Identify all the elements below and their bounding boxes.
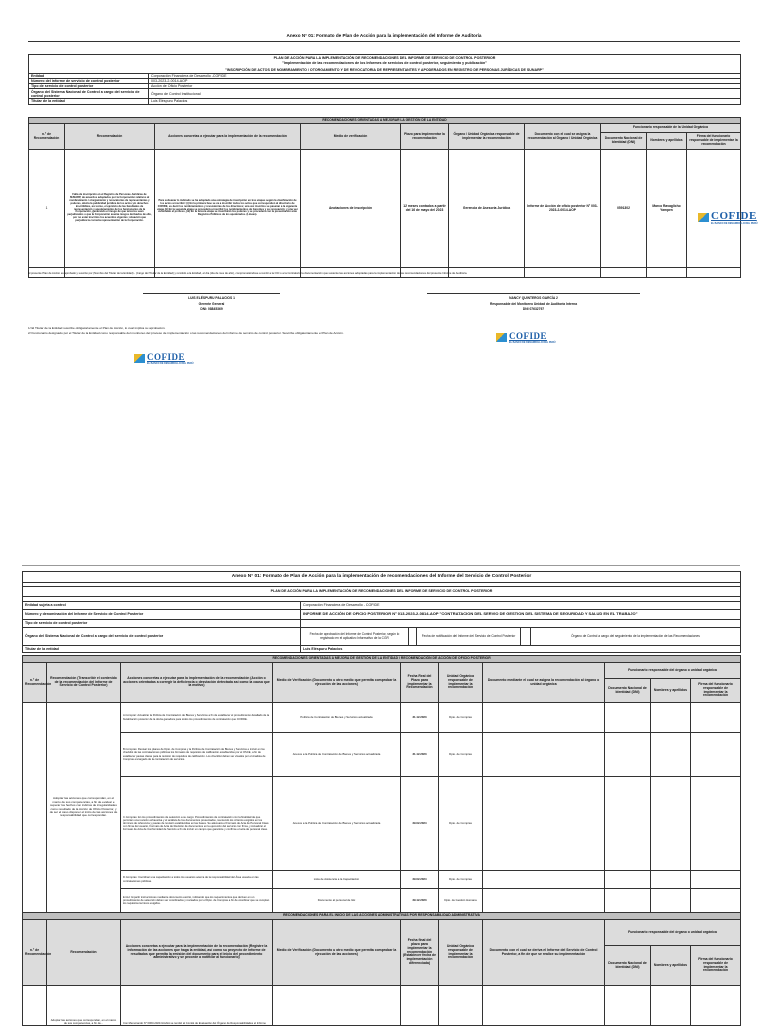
cofide-logo-word: COFIDE bbox=[711, 210, 757, 222]
empty-cell bbox=[651, 889, 691, 913]
col-sign: Firma del funcionario responsable de implementar la recomendación bbox=[687, 133, 741, 150]
col-num: n.° de Recomendación bbox=[29, 124, 65, 150]
sheet2-title: Anexo N° 01: Formato de Plan de Acción para la implementación de recomendaciones del Informe del Servicio de Control Posterior bbox=[23, 572, 741, 583]
signature-right-dni: DNI 07632797 bbox=[522, 307, 545, 312]
col-recommendation: Recomendación (Transcribir el contenido de la recomendación del informe de Servicio de Control Posterior) bbox=[47, 663, 121, 703]
annex-sheet-2 bbox=[0, 568, 768, 1024]
cofide-logo bbox=[134, 352, 194, 365]
col-means: Medio de verificación bbox=[301, 124, 401, 150]
signature-right-role: Responsable del Monitoreo Unidad de Auditoría Interna bbox=[489, 301, 578, 306]
row-action: C.Compras: En los procedimientos de selección a su cargo: Procedimientos de contratación con la finalidad de que permitan una revisión exhaustiva y el análisis de los documentos presentados, reuniendo los criterios exigidos en los términos de referencia y pautas de revisión establecidas en las bases. Se adecuará el Formato de Acta de Personal Clave con firma del usuario, Formato de Acta de Revisión de documentos en la ejecución del servicio con firma, y Actualizar el Formato de Acta de Conformidad de Servicio a fin de incluir un campo que garantice y confirme el acta de personal clave. bbox=[121, 777, 273, 871]
cofide-logo bbox=[698, 210, 758, 225]
row-means: Anexos a la Política de Contratación de Bienes y Servicios actualizada bbox=[273, 733, 401, 777]
info-label: Titular de la entidad bbox=[23, 646, 301, 653]
signature-line-right bbox=[427, 293, 640, 294]
empty-cell bbox=[605, 777, 651, 871]
col-official-group: Funcionario responsable del órgano o unidad orgánica bbox=[605, 663, 741, 679]
col-num: n.° de Recomendación bbox=[23, 920, 47, 986]
empty-cell bbox=[483, 986, 605, 1026]
empty-cell bbox=[691, 777, 741, 871]
sheet2-recommendations-table bbox=[22, 655, 741, 1026]
sheet1-header-table bbox=[28, 54, 741, 105]
info-value: Luis Eléspuru Palacios bbox=[149, 99, 741, 104]
empty-cell bbox=[691, 733, 741, 777]
row-means: Anexos a la Política de Contratación de Bienes y Servicios actualizada bbox=[273, 777, 401, 871]
info-label: Número del informe de servicio de control posterior bbox=[29, 79, 149, 84]
empty-cell bbox=[691, 871, 741, 889]
cofide-logo-word: COFIDE bbox=[509, 331, 548, 341]
cofide-logo-mark bbox=[496, 333, 507, 342]
row-date: 29.02.2024 bbox=[401, 871, 439, 889]
sheet1-title: Anexo N° 01: Formato de Plan de Acción para la implementación del Informe de Auditoría bbox=[286, 33, 482, 38]
cofide-logo-word: COFIDE bbox=[147, 352, 186, 362]
col-official-group: Funcionario responsable del órgano o unidad orgánica bbox=[605, 920, 741, 946]
cofide-logo-tagline: EL BANCO DE DESARROLLO DEL PERÚ bbox=[509, 341, 556, 344]
row-recommendation: Adoptar las acciones que correspondan, en el marco de sus competencias, a fin de evaluar e superar los hechos con indicios de irregularidades como resultado de la Acción de Oficio Posterior, y de ser el caso disponer el inicio de las acciones de responsabilidad que correspondan. bbox=[47, 703, 121, 913]
row-unit: Dpto. de Compras bbox=[439, 703, 483, 733]
info-value: Corporación Financiera de Desarrollo - COFIDE bbox=[301, 602, 741, 610]
info-label: Número y denominación del Informe de Servicio de Control Posterior bbox=[23, 610, 301, 620]
row-unit: Dpto. de Compras bbox=[439, 777, 483, 871]
empty-cell bbox=[605, 703, 651, 733]
col-date: Fecha Real del Plazo para implementar la Recomendación bbox=[401, 663, 439, 703]
section-header: RECOMENDACIONES ORIENTADAS A MEJORA DE GESTIÓN DE LA ENTIDAD / RECOMENDACIÓN DE ACCIÓN DE OFICIO POSTERIOR bbox=[23, 656, 741, 663]
col-term: Plazo para implementar la recomendación bbox=[401, 124, 449, 150]
info-label: Tipo de servicio de control posterior bbox=[29, 84, 149, 89]
col-unit: Órgano / Unidad Orgánica responsable de implementar la recomendación bbox=[449, 124, 525, 150]
cofide-logo-tagline: EL BANCO DE DESARROLLO DEL PERÚ bbox=[147, 362, 194, 365]
col-actions: Acciones concretas a ejecutar para la implementación de la recomendación (Acción o acciones orientadas a corregir la deficiencia o desviación detectada así como la causa que la motivo) bbox=[121, 663, 273, 703]
empty-cell bbox=[651, 871, 691, 889]
signature-left-name: LUIS ELÉSPURU PALACIOS 1 bbox=[188, 296, 235, 300]
empty-cell bbox=[651, 733, 691, 777]
row-action: A.Comprar: Actualizar la Política de Contratación de Bienes y Servicios a fin de establecer el procedimiento detallado de la fiscalización posterior de la oferta ganadora para todos los procedimientos de contratación que COFIDE. bbox=[121, 703, 273, 733]
row-means: Política de Contratación de Bienes y Servicios actualizada bbox=[273, 703, 401, 733]
col-means: Medio de Verificación (Documento u otro medio que permita comprobar la ejecución de las acciones) bbox=[273, 663, 401, 703]
empty-cell bbox=[483, 777, 605, 871]
sheet2-header-table bbox=[22, 571, 741, 653]
empty-cell bbox=[605, 986, 651, 1026]
info-extra-control-organ: Órgano de Control a cargo del seguimiento de la implementación de las Recomendaciones bbox=[531, 628, 741, 646]
col-dni: Documento Nacional de Identidad (DNI) bbox=[605, 679, 651, 703]
plan-title: PLAN DE ACCIÓN PARA LA IMPLEMENTACIÓN DE RECOMENDACIONES DEL INFORME DE SERVICIO DE CONTROL POSTERIOR bbox=[29, 55, 741, 61]
row-action: B.Compras: Revisar los planes de Dpto. de Compras y la Política de Contratación de Bienes y Servicios e incluir en los checklist de las contrataciones públicas los formatos de requisitos de calificación establecidos por el OSCE, a fin de establecer pautas claras para la revisión de requisitos de calificación. Los checklist deben ser visados por el Analista de Compras encargado de la contratación de servicios. bbox=[121, 733, 273, 777]
spacer-cell bbox=[521, 628, 531, 646]
cofide-logo-tagline: EL BANCO DE DESARROLLO DEL PERÚ bbox=[711, 221, 758, 225]
col-actions: Acciones concretas a ejecutar para la implementación de la recomendación (Registre la información de las acciones que haga la entidad, así como su proyecto de informe de resultados que permita la emisión del documento para el inicio del procedimiento administrativo y se procede a notificar al funcionario) bbox=[121, 920, 273, 986]
info-extra-notification-date: Fecha de notificación del Informe del Servicio de Control Posterior bbox=[417, 628, 521, 646]
row-recommendation: Falta de inscripción en el Registro de Personas Jurídicas de SUNARP, de acuerdos adoptados por la Corporación relativos al nombramiento / otorgamiento y revocatorias de representantes y poderes, afecta la publicidad jurídica de los actos y/o derechos inscribibles, así como, el ejercicio de las facultades de representación y apoderamiento de los funcionarios de la Corporación, generando el riesgo de que terceros sean perjudicados o que la Corporación asuma riesgos derivados de ello, por no estar inscritos los acuerdos vigentes; situación que perjudica la correcta representación de la Corporación. bbox=[65, 150, 155, 268]
note-2: 2/ Funcionario designado por el Titular de la Entidad como responsable del monitoreo del proceso de implementación o las recomendaciones del informe de servicio de control posterior. Suscribe obligatoriamente el Plan de Acción. bbox=[28, 331, 344, 336]
signature-left-dni: DNI: 08845369 bbox=[200, 307, 223, 312]
col-names: Nombres y apellidos bbox=[651, 679, 691, 703]
info-value: Luis Eléspuru Palacios bbox=[301, 646, 741, 653]
info-label: Órgano del Sistema Nacional de Control a cargo del servicio de control posterior bbox=[29, 89, 149, 99]
info-value: Corporación Financiera de Desarrollo -COFIDE bbox=[149, 74, 741, 79]
row-unit: Gerencia de Asesoría Jurídica bbox=[449, 150, 525, 268]
col-actions: Acciones concretas a ejecutar para la implementación de la recomendación bbox=[155, 124, 301, 150]
row-unit: Dpto. de Compras bbox=[439, 733, 483, 777]
notes bbox=[28, 326, 740, 337]
signature-left-role: Gerente General bbox=[198, 301, 225, 306]
col-date: Fecha final del plazo para implementar la recomendación (Establecer fecha de implementación diferenciada) bbox=[401, 920, 439, 986]
plan-title: PLAN DE ACCIÓN PARA LA IMPLEMENTACIÓN DE RECOMENDACIONES DEL INFORME DE SERVICIO DE CONTROL POSTERIOR bbox=[23, 587, 741, 597]
col-dni: Documento Nacional de Identidad (DNI) bbox=[601, 133, 647, 150]
col-doc: Documento con el cual se asigna la recomendación al Órgano / Unidad Orgánica bbox=[525, 124, 601, 150]
col-sign: Firma del funcionario responsable de implementar la recomendación bbox=[691, 946, 741, 986]
sheet-divider bbox=[22, 565, 740, 566]
row-date: 29.02.2024 bbox=[401, 777, 439, 871]
row-actions: Para subsanar lo indicado se ha adoptado una estrategia de inscripción en tres etapas según la clasificación de los actos a inscribir: (i) En la primera fase se va a inscribir todos los actos que corresponden al directorio de COFIDE, es decir los nombramientos y revocatorias de los directores; una vez inscritos se pasaran a la siguiente etapa (ii) En la segunda etapa se procederá a inscribir los nombramientos de Gerentes y su renovación; y una vez culminado el proceso, (iii) En la tercera etapa se inscribirán los poderes y se procederá con la presentación ante Registros Públicos de los apoderados. (Lineas). bbox=[155, 150, 301, 268]
row-recommendation: Adoptar las acciones que correspondan, en el marco de sus competencias, a fin de... bbox=[47, 986, 121, 1026]
empty-cell bbox=[651, 777, 691, 871]
cofide-logo-mark bbox=[698, 213, 709, 222]
signature-line-left bbox=[143, 293, 280, 294]
row-means: Documento al personal de GH bbox=[273, 889, 401, 913]
footnote: El presente Plan de Acción es aprobado y suscrito por (Nombre del Titular de la Entidad) - (Cargo del Titular de la Entidad) y remitido a la Entidad, el día (día de mes de año), comprometiéndose a remitir a la OCI o a la Contraloría la documentación que sustente las acciones adoptadas para la implementación de las recomendaciones del presente Informe de Auditoría. bbox=[28, 272, 468, 275]
empty-cell bbox=[439, 986, 483, 1026]
empty-cell bbox=[273, 986, 401, 1026]
empty-cell bbox=[651, 703, 691, 733]
info-value: INFORME DE ACCIÓN DE OFICIO POSTERIOR N° 013-2023-2-0814-AOP "CONTRATACION DEL SERVIO DE GESTION DEL SISTEMA DE SEGURIDAD Y SALUD EN EL TRABAJO" bbox=[301, 610, 741, 620]
row-term: 12 meses contados a partir del 16 de mayo del 2023 bbox=[401, 150, 449, 268]
info-extra-approval-date: Fecha de aprobación del Informe de Control Posterior, según lo registrado en el aplicativo Informativo de la CGR bbox=[301, 628, 409, 646]
row-action: D.Compras: Coordinar una capacitación a todos los usuarios acerca de la responsabilidad del Área usuaria en las contrataciones públicas. bbox=[121, 871, 273, 889]
empty-cell bbox=[483, 703, 605, 733]
info-value: Órgano de Control Institucional bbox=[149, 89, 741, 99]
title-rule bbox=[28, 41, 740, 42]
empty-cell bbox=[605, 733, 651, 777]
section-header: RECOMENDACIONES ORIENTADAS A MEJORAR LA GESTIÓN DE LA ENTIDAD bbox=[29, 118, 741, 124]
col-unit: Unidad Orgánica responsable de implementar la recomendación bbox=[439, 663, 483, 703]
row-means: Anotaciones de inscripción bbox=[301, 150, 401, 268]
info-label: Tipo de servicio de control posterior bbox=[23, 620, 301, 628]
empty-cell bbox=[691, 889, 741, 913]
row-unit: Dpto. de Gestión Humana bbox=[439, 889, 483, 913]
info-value: Acción de Oficio Posterior bbox=[149, 84, 741, 89]
col-recommendation: Recomendación bbox=[47, 920, 121, 986]
col-official-group: Funcionario responsable de la Unidad Orgánica bbox=[601, 124, 741, 133]
empty-cell bbox=[605, 871, 651, 889]
spacer-cell bbox=[409, 628, 417, 646]
row-action: Con Memorando N° 0063-2023-GG/HA se remitió al Comité de Evaluación del Órgano de Responsabilidades el Informe bbox=[121, 986, 273, 1026]
plan-subtitle: "Implementación de las recomendaciones de los Informes de servicios de control posterior, seguimiento y publicación" bbox=[29, 61, 741, 67]
info-label: Entidad bbox=[29, 74, 149, 79]
col-sign: Firma del funcionario responsable de implementar la recomendación bbox=[691, 679, 741, 703]
row-date: 31.12.2023 bbox=[401, 703, 439, 733]
row-names: Marco Ravaglicho Yampen bbox=[647, 150, 687, 268]
col-doc: Documento mediante el cual se asigna la recomendación al órgano o unidad orgánica bbox=[483, 663, 605, 703]
empty-cell bbox=[651, 986, 691, 1026]
signature-right bbox=[450, 296, 617, 313]
note-1: 1/ El Titular de la Entidad suscribe obligatoriamente el Plan de Acción, lo cual implica su aprobación. bbox=[28, 326, 166, 330]
empty-cell bbox=[605, 889, 651, 913]
col-dni: Documento Nacional de Identidad (DNI) bbox=[605, 946, 651, 986]
empty-cell bbox=[401, 986, 439, 1026]
row-means: Lista de Asistencia a la Capacitación bbox=[273, 871, 401, 889]
plan-name: "INSCRIPCIÓN DE ACTOS DE NOMBRAMIENTO / OTORGAMIENTO Y DE REVOCATORIA DE REPRESENTANTES Y APODERADOS EN REGISTRO DE PERSONAS JURÍDICAS DE SUNARP" bbox=[29, 67, 741, 74]
row-unit: Dpto. de Compras bbox=[439, 871, 483, 889]
row-num bbox=[23, 986, 47, 1026]
row-date: 31.12.2023 bbox=[401, 733, 439, 777]
col-unit: Unidad Orgánica responsable de implementar la recomendación bbox=[439, 920, 483, 986]
section-header: RECOMENDACIONES PARA EL INICIO DE LAS ACCIONES ADMINISTRATIVAS POR RESPONSABILIDAD ADMINISTRATIVA bbox=[23, 913, 741, 920]
row-sign-cell bbox=[687, 150, 758, 268]
row-date: 29.12.2023 bbox=[401, 889, 439, 913]
row-doc: Informe de Acción de oficio posterior N° 003-2023-2-0014-AOP bbox=[525, 150, 601, 268]
row-dni: 0591302 bbox=[601, 150, 647, 268]
col-num: n.° de Recomendación bbox=[23, 663, 47, 703]
info-value bbox=[301, 620, 741, 628]
info-label: Órgano del Sistema Nacional de Control a cargo del servicio de control posterior bbox=[23, 628, 301, 646]
row-num: 1 bbox=[29, 150, 65, 268]
row-action: E.GH: Impartir instrucciones mediante documento escrito, indicando que los requerimientos que deriven en un procedimiento de selección deben ser coordinados y revisados por el Dpto. de Compras a fin de coordinar que se cumplan los requisitos técnicos exigidos. bbox=[121, 889, 273, 913]
empty-cell bbox=[691, 986, 741, 1026]
empty-cell bbox=[483, 733, 605, 777]
cofide-logo-mark bbox=[134, 354, 145, 363]
col-means: Medio de Verificación (Documento u otro medio que permita comprobar la ejecución de las acciones) bbox=[273, 920, 401, 986]
info-label: Titular de la entidad bbox=[29, 99, 149, 104]
col-doc: Documento con el cual se deriva el Informe del Servicio de Control Posterior, a fin de que se realice su implementación bbox=[483, 920, 605, 986]
cofide-logo bbox=[496, 331, 556, 344]
col-recommendation: Recomendación bbox=[65, 124, 155, 150]
row-num bbox=[23, 703, 47, 913]
empty-cell bbox=[483, 889, 605, 913]
col-names: Nombres y apellidos bbox=[647, 133, 687, 150]
info-label: Entidad sujeta a control bbox=[23, 602, 301, 610]
empty-cell bbox=[483, 871, 605, 889]
signature-right-name: NANCY QUINTEROS GARCÍA 2 bbox=[509, 296, 558, 300]
col-names: Nombres y apellidos bbox=[651, 946, 691, 986]
empty-cell bbox=[691, 703, 741, 733]
sheet1-recommendations-table bbox=[28, 117, 758, 278]
info-value: 003-2023-2-0014-AOP bbox=[149, 79, 741, 84]
signature-left bbox=[128, 296, 295, 313]
